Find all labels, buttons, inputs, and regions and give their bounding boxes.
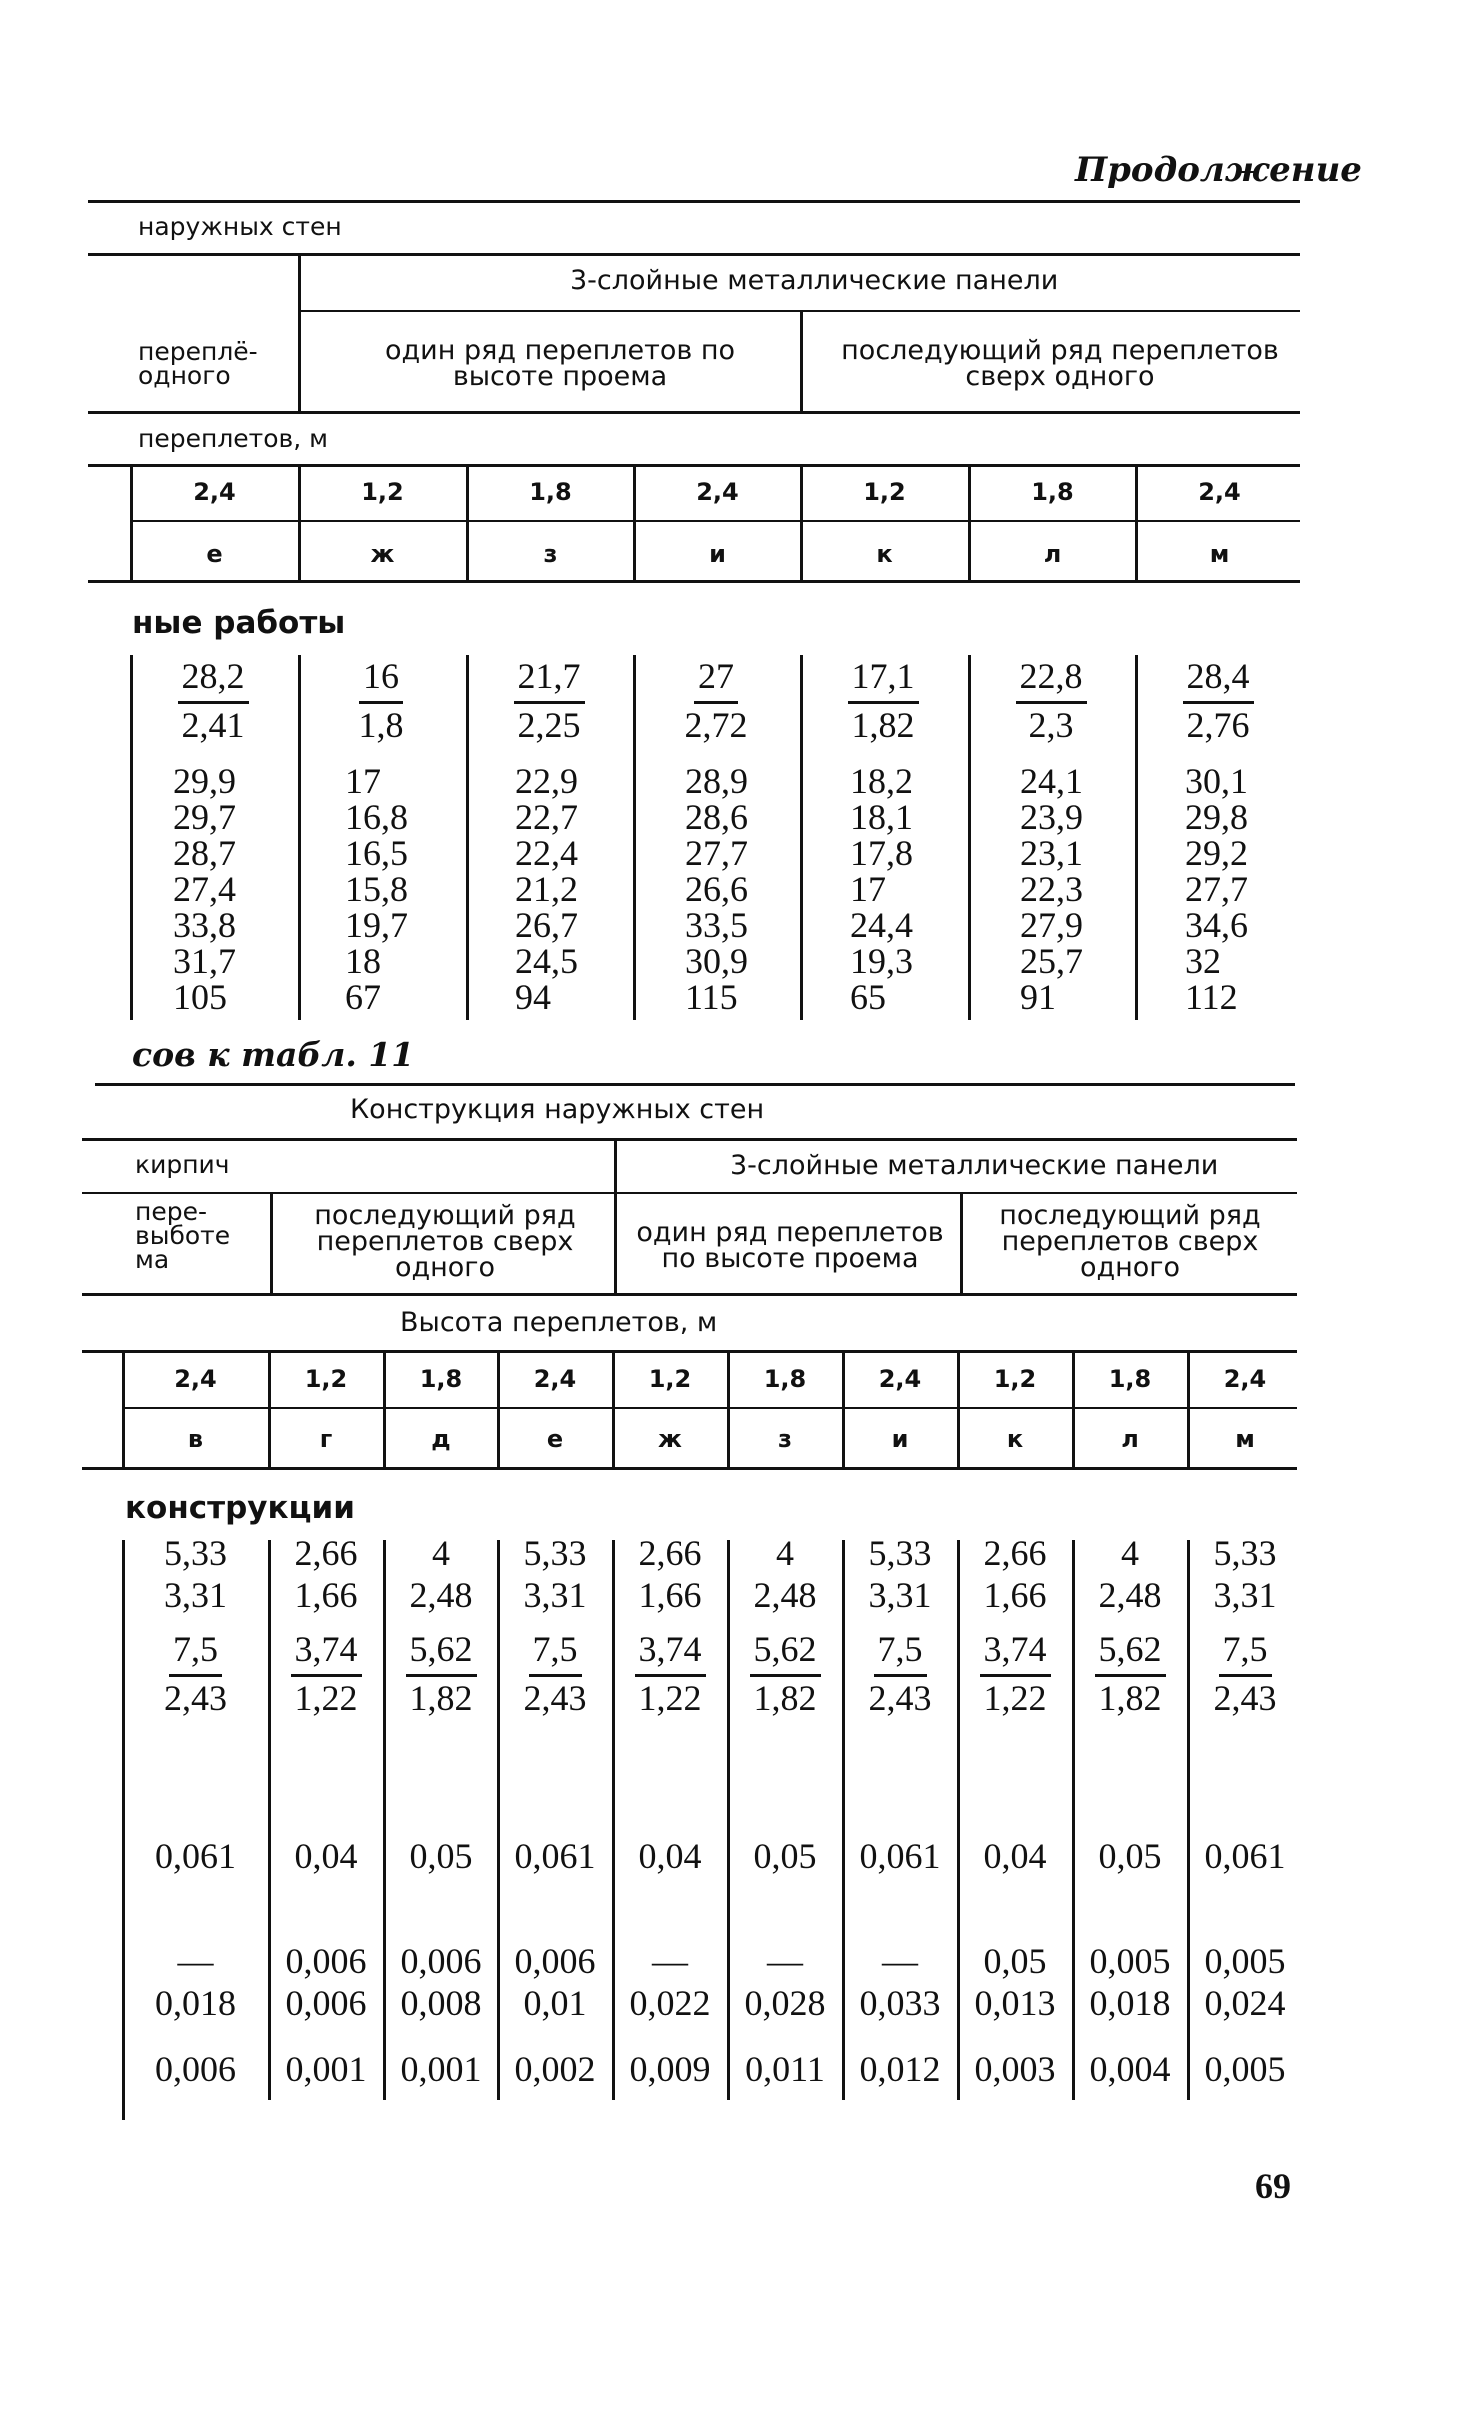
value-cell: 27,4	[173, 869, 236, 909]
letter-cell: з	[778, 1425, 792, 1453]
value-line: 0,028	[744, 1983, 826, 2023]
value-cell: 0,04	[294, 1836, 358, 1876]
height-cell: 1,2	[361, 478, 404, 506]
value-cell: 22,7	[515, 797, 578, 837]
table2-brick-label: кирпич	[135, 1150, 230, 1179]
value-line: 5,33	[523, 1533, 587, 1573]
value-cell: 22,3	[1020, 869, 1083, 909]
value-line: 5,33	[868, 1533, 932, 1573]
fraction-cell	[301, 655, 461, 746]
value-cell	[500, 1940, 610, 2024]
fraction-top: 5,62	[1095, 1628, 1166, 1677]
table1-section-title: ные работы	[132, 605, 346, 641]
value-cell: 24,5	[515, 941, 578, 981]
value-cell: 27,9	[1020, 905, 1083, 945]
fraction-bottom: 1,82	[1098, 1678, 1162, 1718]
value-cell: 29,2	[1185, 833, 1248, 873]
value-cell: 29,9	[173, 761, 236, 801]
value-column	[1185, 763, 1248, 1015]
value-cell: 105	[173, 977, 227, 1017]
value-cell	[125, 1532, 266, 1616]
value-cell: 23,9	[1020, 797, 1083, 837]
value-line: 5,33	[1213, 1533, 1277, 1573]
letter-cell: л	[1121, 1425, 1139, 1453]
fraction-bottom: 2,43	[164, 1678, 227, 1718]
value-cell: 0,061	[514, 1836, 596, 1876]
fraction-bottom: 1,82	[409, 1678, 473, 1718]
value-cell: 94	[515, 977, 551, 1017]
value-line: 0,024	[1204, 1983, 1286, 2023]
value-cell: 17,8	[850, 833, 913, 873]
fraction-bottom: 1,82	[851, 705, 915, 745]
letter-cell: и	[709, 540, 726, 568]
value-cell: 0,061	[155, 1836, 236, 1876]
height-cell: 1,8	[1108, 1365, 1152, 1393]
value-cell	[1075, 1940, 1185, 2024]
fraction-top: 27	[694, 655, 738, 704]
fraction-cell	[500, 1628, 610, 1719]
value-cell	[1190, 1532, 1300, 1616]
fraction-top: 21,7	[514, 655, 585, 704]
fraction-cell	[133, 655, 293, 746]
value-line: 0,006	[514, 1941, 596, 1981]
height-cell: 2,4	[1223, 1365, 1267, 1393]
fraction-cell	[469, 655, 629, 746]
value-column	[173, 763, 236, 1015]
value-cell: 33,8	[173, 905, 236, 945]
letter-cell: и	[891, 1425, 909, 1453]
value-cell	[386, 1940, 496, 2024]
value-cell: 0,006	[155, 2049, 236, 2089]
value-cell	[845, 1532, 955, 1616]
fraction-cell	[1138, 655, 1298, 746]
value-line: 0,05	[983, 1941, 1047, 1981]
value-cell: 0,04	[638, 1836, 702, 1876]
value-cell	[1075, 1532, 1185, 1616]
value-line: 0,005	[1089, 1941, 1171, 1981]
fraction-bottom: 2,72	[684, 705, 748, 745]
value-line: 2,66	[983, 1533, 1047, 1573]
value-cell: 16,5	[345, 833, 408, 873]
table2-panel-sub1: один ряд переплетов по высоте проема	[636, 1217, 944, 1274]
value-cell: 115	[685, 977, 738, 1017]
value-line: 0,01	[523, 1983, 587, 2023]
fraction-bottom: 2,3	[1028, 705, 1074, 745]
letter-cell: л	[1043, 540, 1062, 568]
fraction-top: 22,8	[1016, 655, 1087, 704]
value-cell: 17	[850, 869, 886, 909]
fraction-top: 28,4	[1183, 655, 1254, 704]
value-cell: 0,012	[859, 2049, 941, 2089]
value-cell: 27,7	[1185, 869, 1248, 909]
value-column	[1020, 763, 1083, 1015]
fraction-cell	[960, 1628, 1070, 1719]
value-cell	[730, 1940, 840, 2024]
fraction-cell	[845, 1628, 955, 1719]
letter-cell: к	[1006, 1425, 1024, 1453]
height-cell: 1,2	[648, 1365, 692, 1393]
value-cell: 19,3	[850, 941, 913, 981]
fraction-cell	[730, 1628, 840, 1719]
value-cell: 30,9	[685, 941, 748, 981]
table1-left-header: переплё-одного	[138, 337, 258, 390]
fraction-top: 5,62	[750, 1628, 821, 1677]
letter-cell: ж	[370, 540, 395, 568]
value-cell: 17	[345, 761, 381, 801]
fraction-cell	[125, 1628, 266, 1719]
value-cell: 26,6	[685, 869, 748, 909]
value-cell: 29,8	[1185, 797, 1248, 837]
value-line: —	[652, 1941, 688, 1981]
value-cell	[960, 1940, 1070, 2024]
continuation-label: Продолжение	[1075, 150, 1362, 190]
height-cell: 2,4	[174, 1365, 217, 1393]
value-cell	[615, 1940, 725, 2024]
letter-cell: м	[1209, 540, 1230, 568]
value-cell: 28,6	[685, 797, 748, 837]
fraction-top: 17,1	[848, 655, 919, 704]
fraction-top: 28,2	[178, 655, 249, 704]
value-cell: 0,004	[1089, 2049, 1171, 2089]
value-cell: 0,04	[983, 1836, 1047, 1876]
value-line: 0,033	[859, 1983, 941, 2023]
fraction-top: 7,5	[529, 1628, 582, 1677]
value-line: 0,008	[400, 1983, 482, 2023]
height-cell: 2,4	[696, 478, 739, 506]
table2-construction-label: Конструкция наружных стен	[350, 1094, 765, 1125]
value-cell: 34,6	[1185, 905, 1248, 945]
value-cell: 28,7	[173, 833, 236, 873]
value-line: —	[882, 1941, 918, 1981]
value-cell	[386, 1532, 496, 1616]
letter-cell: г	[319, 1425, 333, 1453]
height-cell: 1,2	[863, 478, 906, 506]
value-cell: 112	[1185, 977, 1238, 1017]
value-cell: 33,5	[685, 905, 748, 945]
table1-sub2: последующий ряд переплетов сверх одного	[841, 335, 1279, 392]
fraction-top: 7,5	[169, 1628, 222, 1677]
height-cell: 1,8	[1031, 478, 1074, 506]
table2-brick-sub: последующий ряд переплетов сверх одного	[314, 1200, 576, 1283]
fraction-bottom: 1,22	[983, 1678, 1047, 1718]
value-line: 2,48	[409, 1575, 473, 1615]
value-cell	[845, 1940, 955, 2024]
value-cell: 0,001	[400, 2049, 482, 2089]
table1-group-header: 3-слойные металлические панели	[570, 265, 1059, 296]
value-cell: 18,2	[850, 761, 913, 801]
value-cell	[271, 1940, 381, 2024]
letter-cell: е	[546, 1425, 564, 1453]
value-line: 1,66	[638, 1575, 702, 1615]
value-cell	[500, 1532, 610, 1616]
value-cell: 19,7	[345, 905, 408, 945]
letter-cell: е	[206, 540, 223, 568]
value-cell: 0,005	[1204, 2049, 1286, 2089]
fraction-cell	[386, 1628, 496, 1719]
value-line: 0,005	[1204, 1941, 1286, 1981]
value-line: 1,66	[983, 1575, 1047, 1615]
value-cell: 24,4	[850, 905, 913, 945]
fraction-top: 7,5	[1219, 1628, 1272, 1677]
letter-cell: м	[1235, 1425, 1255, 1453]
table2-caption: сов к табл. 11	[132, 1035, 415, 1074]
value-cell: 21,2	[515, 869, 578, 909]
value-cell: 18	[345, 941, 381, 981]
fraction-top: 16	[359, 655, 403, 704]
table2-left-header: пере-выботе ма	[135, 1197, 231, 1274]
value-cell: 0,002	[514, 2049, 596, 2089]
fraction-cell	[636, 655, 796, 746]
value-cell: 15,8	[345, 869, 408, 909]
fraction-bottom: 1,22	[294, 1678, 358, 1718]
letter-cell: в	[187, 1425, 204, 1453]
value-cell: 0,05	[753, 1836, 817, 1876]
fraction-cell	[615, 1628, 725, 1719]
value-cell: 0,003	[974, 2049, 1056, 2089]
height-cell: 2,4	[878, 1365, 922, 1393]
value-column	[685, 763, 748, 1015]
fraction-top: 3,74	[291, 1628, 362, 1677]
letter-cell: д	[431, 1425, 451, 1453]
value-cell: 25,7	[1020, 941, 1083, 981]
table1-sub1: один ряд переплетов по высоте проема	[384, 335, 736, 392]
value-cell: 31,7	[173, 941, 236, 981]
height-cell: 2,4	[533, 1365, 577, 1393]
fraction-top: 3,74	[635, 1628, 706, 1677]
table2-panel-sub2: последующий ряд переплетов сверх одного	[999, 1200, 1261, 1283]
value-line: 0,006	[285, 1941, 367, 1981]
value-cell: 26,7	[515, 905, 578, 945]
value-cell	[615, 1532, 725, 1616]
value-cell: 18,1	[850, 797, 913, 837]
height-cell: 1,2	[304, 1365, 348, 1393]
table2-panels-label: 3-слойные металлические панели	[730, 1150, 1219, 1181]
height-cell: 2,4	[193, 478, 236, 506]
fraction-bottom: 2,41	[181, 705, 245, 745]
value-line: 3,31	[868, 1575, 932, 1615]
value-cell: 27,7	[685, 833, 748, 873]
value-cell: 0,061	[859, 1836, 941, 1876]
table1-top-label: наружных стен	[138, 212, 342, 241]
fraction-bottom: 2,43	[868, 1678, 932, 1718]
height-cell: 1,8	[529, 478, 572, 506]
height-cell: 1,2	[993, 1365, 1037, 1393]
value-line: 2,48	[753, 1575, 817, 1615]
fraction-top: 3,74	[980, 1628, 1051, 1677]
letter-cell: з	[543, 540, 558, 568]
value-cell: 0,001	[285, 2049, 367, 2089]
value-cell	[125, 1940, 266, 2024]
value-cell	[271, 1532, 381, 1616]
value-line: 2,48	[1098, 1575, 1162, 1615]
value-cell: 0,009	[629, 2049, 711, 2089]
fraction-cell	[803, 655, 963, 746]
value-cell: 23,1	[1020, 833, 1083, 873]
value-line: 2,66	[638, 1533, 702, 1573]
value-line: 0,006	[400, 1941, 482, 1981]
value-cell: 28,9	[685, 761, 748, 801]
height-cell: 1,8	[763, 1365, 807, 1393]
fraction-cell	[971, 655, 1131, 746]
value-cell: 91	[1020, 977, 1056, 1017]
value-cell: 0,05	[1098, 1836, 1162, 1876]
height-cell: 1,8	[419, 1365, 463, 1393]
letter-cell: ж	[658, 1425, 682, 1453]
value-cell	[730, 1532, 840, 1616]
value-column	[345, 763, 408, 1015]
fraction-cell	[1075, 1628, 1185, 1719]
value-cell: 0,061	[1204, 1836, 1286, 1876]
value-line: 3,31	[1213, 1575, 1277, 1615]
table2-section-title: конструкции	[125, 1490, 355, 1526]
value-column	[515, 763, 578, 1015]
value-column	[850, 763, 913, 1015]
fraction-cell	[271, 1628, 381, 1719]
table2-height-label: Высота переплетов, м	[400, 1307, 718, 1338]
value-cell	[1190, 1940, 1300, 2024]
value-line: 3,31	[523, 1575, 587, 1615]
fraction-top: 5,62	[406, 1628, 477, 1677]
height-cell: 2,4	[1198, 478, 1241, 506]
value-line: 2,66	[294, 1533, 358, 1573]
fraction-bottom: 2,43	[523, 1678, 587, 1718]
value-cell: 16,8	[345, 797, 408, 837]
value-cell: 22,9	[515, 761, 578, 801]
fraction-bottom: 2,25	[517, 705, 581, 745]
fraction-top: 7,5	[874, 1628, 927, 1677]
fraction-bottom: 1,8	[358, 705, 404, 745]
value-cell: 32	[1185, 941, 1221, 981]
value-line: 0,022	[629, 1983, 711, 2023]
value-line: 0,018	[155, 1983, 236, 2023]
value-line: 4	[432, 1533, 450, 1573]
value-line: 0,006	[285, 1983, 367, 2023]
value-cell: 22,4	[515, 833, 578, 873]
value-line: 3,31	[164, 1575, 227, 1615]
value-line: —	[767, 1941, 803, 1981]
value-cell: 0,05	[409, 1836, 473, 1876]
value-line: 1,66	[294, 1575, 358, 1615]
value-line: 4	[776, 1533, 794, 1573]
value-cell: 29,7	[173, 797, 236, 837]
value-cell: 24,1	[1020, 761, 1083, 801]
value-line: 5,33	[164, 1533, 227, 1573]
table1-height-label: переплетов, м	[138, 424, 329, 453]
fraction-bottom: 2,43	[1213, 1678, 1277, 1718]
value-cell: 0,011	[745, 2049, 825, 2089]
value-line: 0,018	[1089, 1983, 1171, 2023]
value-cell: 30,1	[1185, 761, 1248, 801]
value-line: —	[177, 1941, 214, 1981]
fraction-cell	[1190, 1628, 1300, 1719]
value-line: 4	[1121, 1533, 1139, 1573]
value-cell	[960, 1532, 1070, 1616]
fraction-bottom: 2,76	[1186, 705, 1250, 745]
fraction-bottom: 1,82	[753, 1678, 817, 1718]
page-number: 69	[1255, 2166, 1291, 2206]
value-cell: 65	[850, 977, 886, 1017]
value-line: 0,013	[974, 1983, 1056, 2023]
fraction-bottom: 1,22	[638, 1678, 702, 1718]
value-cell: 67	[345, 977, 381, 1017]
letter-cell: к	[876, 540, 893, 568]
